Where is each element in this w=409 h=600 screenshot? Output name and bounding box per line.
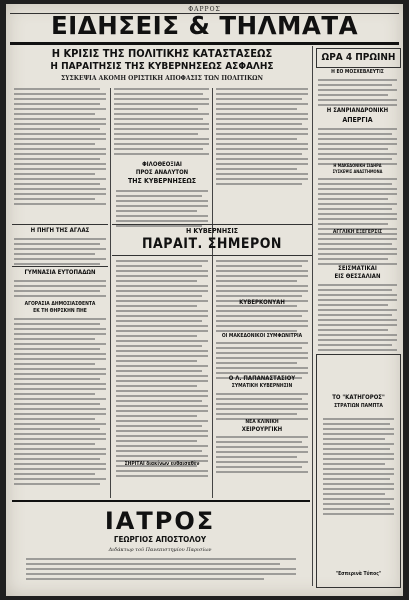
masthead-rule	[10, 42, 399, 45]
lead-subtitle: ΣΥΣΚΕΨΙΑ ΑΚΟΜΗ ΟΡΙΣΤΙΚΗ ΑΠΟΦΑΣΙΣ ΤΩΝ ΠΟΛΙΤΙΚΩΝ	[61, 75, 263, 82]
mid-item2-text	[216, 310, 308, 332]
lead-title-line1: Η ΚΡΙΣΙΣ ΤΗΣ ΠΟΛΙΤΙΚΗΣ ΚΑΤΑΣΤΑΣΕΩΣ	[51, 47, 273, 60]
mid-footer-note: ΣΗΡΙΤΑΙ διακίνων ευθαισαθὲν	[124, 461, 200, 467]
footer-ad-text	[26, 558, 296, 580]
mid-item1-line1: ΦΙΛΟΘΕΟΞΙΑΙ	[142, 161, 182, 168]
right-item4-text	[318, 238, 397, 265]
right-item2-text	[318, 128, 397, 165]
time-box-label: ΩΡΑ 4 ΠΡΩΙΝΗ	[321, 52, 396, 63]
mid-headline-rule	[112, 224, 312, 225]
lead-text-col2	[114, 88, 209, 155]
right-item5-line1: ΣΕΙΣΜΑΤΙΚΑΙ	[338, 265, 377, 272]
column-rule-1	[110, 88, 111, 498]
right-ad-sub: ΣΤΡΑΤΙΩΝ ΠΑΜΠΤΑ	[334, 403, 383, 410]
mid-item4-line2: ΣΥΜΑΤΙΚΗ ΚΥΒΕΡΝΗΣΙΝ	[231, 383, 293, 389]
left-item1-text	[14, 238, 106, 265]
right-item2-line2: ΑΠΕΡΓΙΑ	[342, 116, 373, 124]
left-item3-title1: ΑΓΟΡΑΣΙΑ ΔΗΜΟΣΙΑΣΘΕΝΤΑ	[24, 301, 96, 307]
footer-rule	[12, 500, 310, 502]
right-item3-text	[318, 178, 397, 235]
mid-item3-text	[216, 342, 308, 379]
right-item5-line2: ΕΙΣ ΘΕΣΣΑΛΙΑΝ	[334, 273, 381, 280]
mid-item4-line1: Ο Λ. ΠΑΠΑΝΑΣΤΑΣΙΟΥ	[228, 375, 296, 382]
column-rule-3	[312, 46, 313, 586]
newspaper-page	[6, 4, 403, 596]
masthead-title: ΕΙΔΗΣΕΙΣ & ΤΗΛΜΑΤΑ	[50, 11, 359, 40]
time-box	[316, 48, 401, 68]
right-item1-title: Η ΕΟ ΜΟΣΧΕΒΛΕΥΤΙΣ	[331, 69, 384, 75]
right-ad-text	[323, 418, 394, 515]
mid-text-col-a	[116, 260, 208, 477]
footer-ad-name: ΓΕΩΡΓΙΟΣ ΑΠΟΣΤΟΛΟΥ	[113, 535, 207, 544]
lead-text-col3	[216, 88, 308, 185]
left-item3-text	[14, 318, 106, 485]
footer-ad-sub: Διδάκτωρ τοῦ Πανεπιστημίου Παρισίων	[108, 547, 212, 553]
right-item5-text	[318, 284, 397, 351]
mid-item3-title: ΟΙ ΜΑΚΕΔΟΝΙΚΟΙ ΣΥΜΦΩΝΙΤΡΙΑ	[221, 333, 303, 339]
mid-item5-line1: ΝΕΑ ΚΛΙΝΙΚΗ	[245, 419, 279, 425]
left-rule-2	[12, 266, 108, 267]
right-ad-footer: "Εσπερινὰ Τύπος"	[335, 570, 382, 577]
right-ad-title: ΤΟ "ΚΑΤΗΓΟΡΟΣ"	[332, 394, 385, 401]
mid-item1-line3: ΤΗΣ ΚΥΒΕΡΝΗΣΕΩΣ	[127, 177, 197, 185]
lead-text-col1	[14, 88, 106, 205]
right-item3-line2: ΣΥΣΚΕΨΙΣ ΑΝΑΣΤΗΜΟΝΑ	[332, 169, 383, 174]
left-item1-title: Η ΠΗΓΗ ΤΗΣ ΑΓΛΑΣ	[30, 227, 90, 234]
left-rule-1	[12, 224, 108, 225]
right-item2-line1: Η ΣΑΝΡΙΑΝΔΡΟΝΙΚΗ	[326, 107, 389, 114]
left-item2-text	[14, 280, 106, 297]
right-item4-title: ΑΓΓΛΙΚΗ ΕΞΕΓΕΡΣΙΣ	[332, 229, 383, 235]
mid-item4-text	[216, 393, 308, 420]
lead-title-line2: Η ΠΑΡΑΙΤΗΣΙΣ ΤΗΣ ΚΥΒΕΡΝΗΣΕΩΣ ΑΣΦΑΛΗΣ	[50, 61, 274, 72]
left-item2-title: ΓΥΜΝΑΣΙΑ ΕΥΤΟΠΑΔΩΝ	[24, 269, 96, 276]
left-item3-title2: ΕΚ ΤΗ ΘΗΡΣΚΗΝ ΠΗΕ	[33, 308, 87, 314]
mid-headline-big: ΠΑΡΑΙΤ. ΣΗΜΕΡΟΝ	[142, 236, 282, 252]
right-item3-line1: Η ΜΑΚΕΔΟΝΙΚΗ ΣΙΔΗΡΑ	[333, 163, 382, 168]
footer-ad-title: ΙΑΤΡΟΣ	[104, 507, 216, 535]
mid-item1-line2: ΠΡΟΣ ΑΝΑΛΥΤΟΝ	[135, 169, 189, 176]
mid-item5-text	[216, 436, 308, 473]
column-rule-2	[212, 88, 213, 498]
mid-headline-small: Η ΚΥΒΕΡΝΗΣΙΣ	[185, 227, 239, 235]
top-label: ΦΑΡΡΟΣ	[188, 6, 221, 13]
right-ad-box	[316, 354, 401, 588]
mid-item5-line2: ΧΕΙΡΟΥΡΓΙΚΗ	[241, 426, 283, 433]
mid-headline-rule-2	[112, 255, 312, 256]
mid-item2-title: ΚΥΒΕΡΚΟΝΥΑΗ	[239, 299, 285, 306]
mid-item1-text	[116, 190, 208, 227]
right-item1-text	[318, 79, 397, 106]
